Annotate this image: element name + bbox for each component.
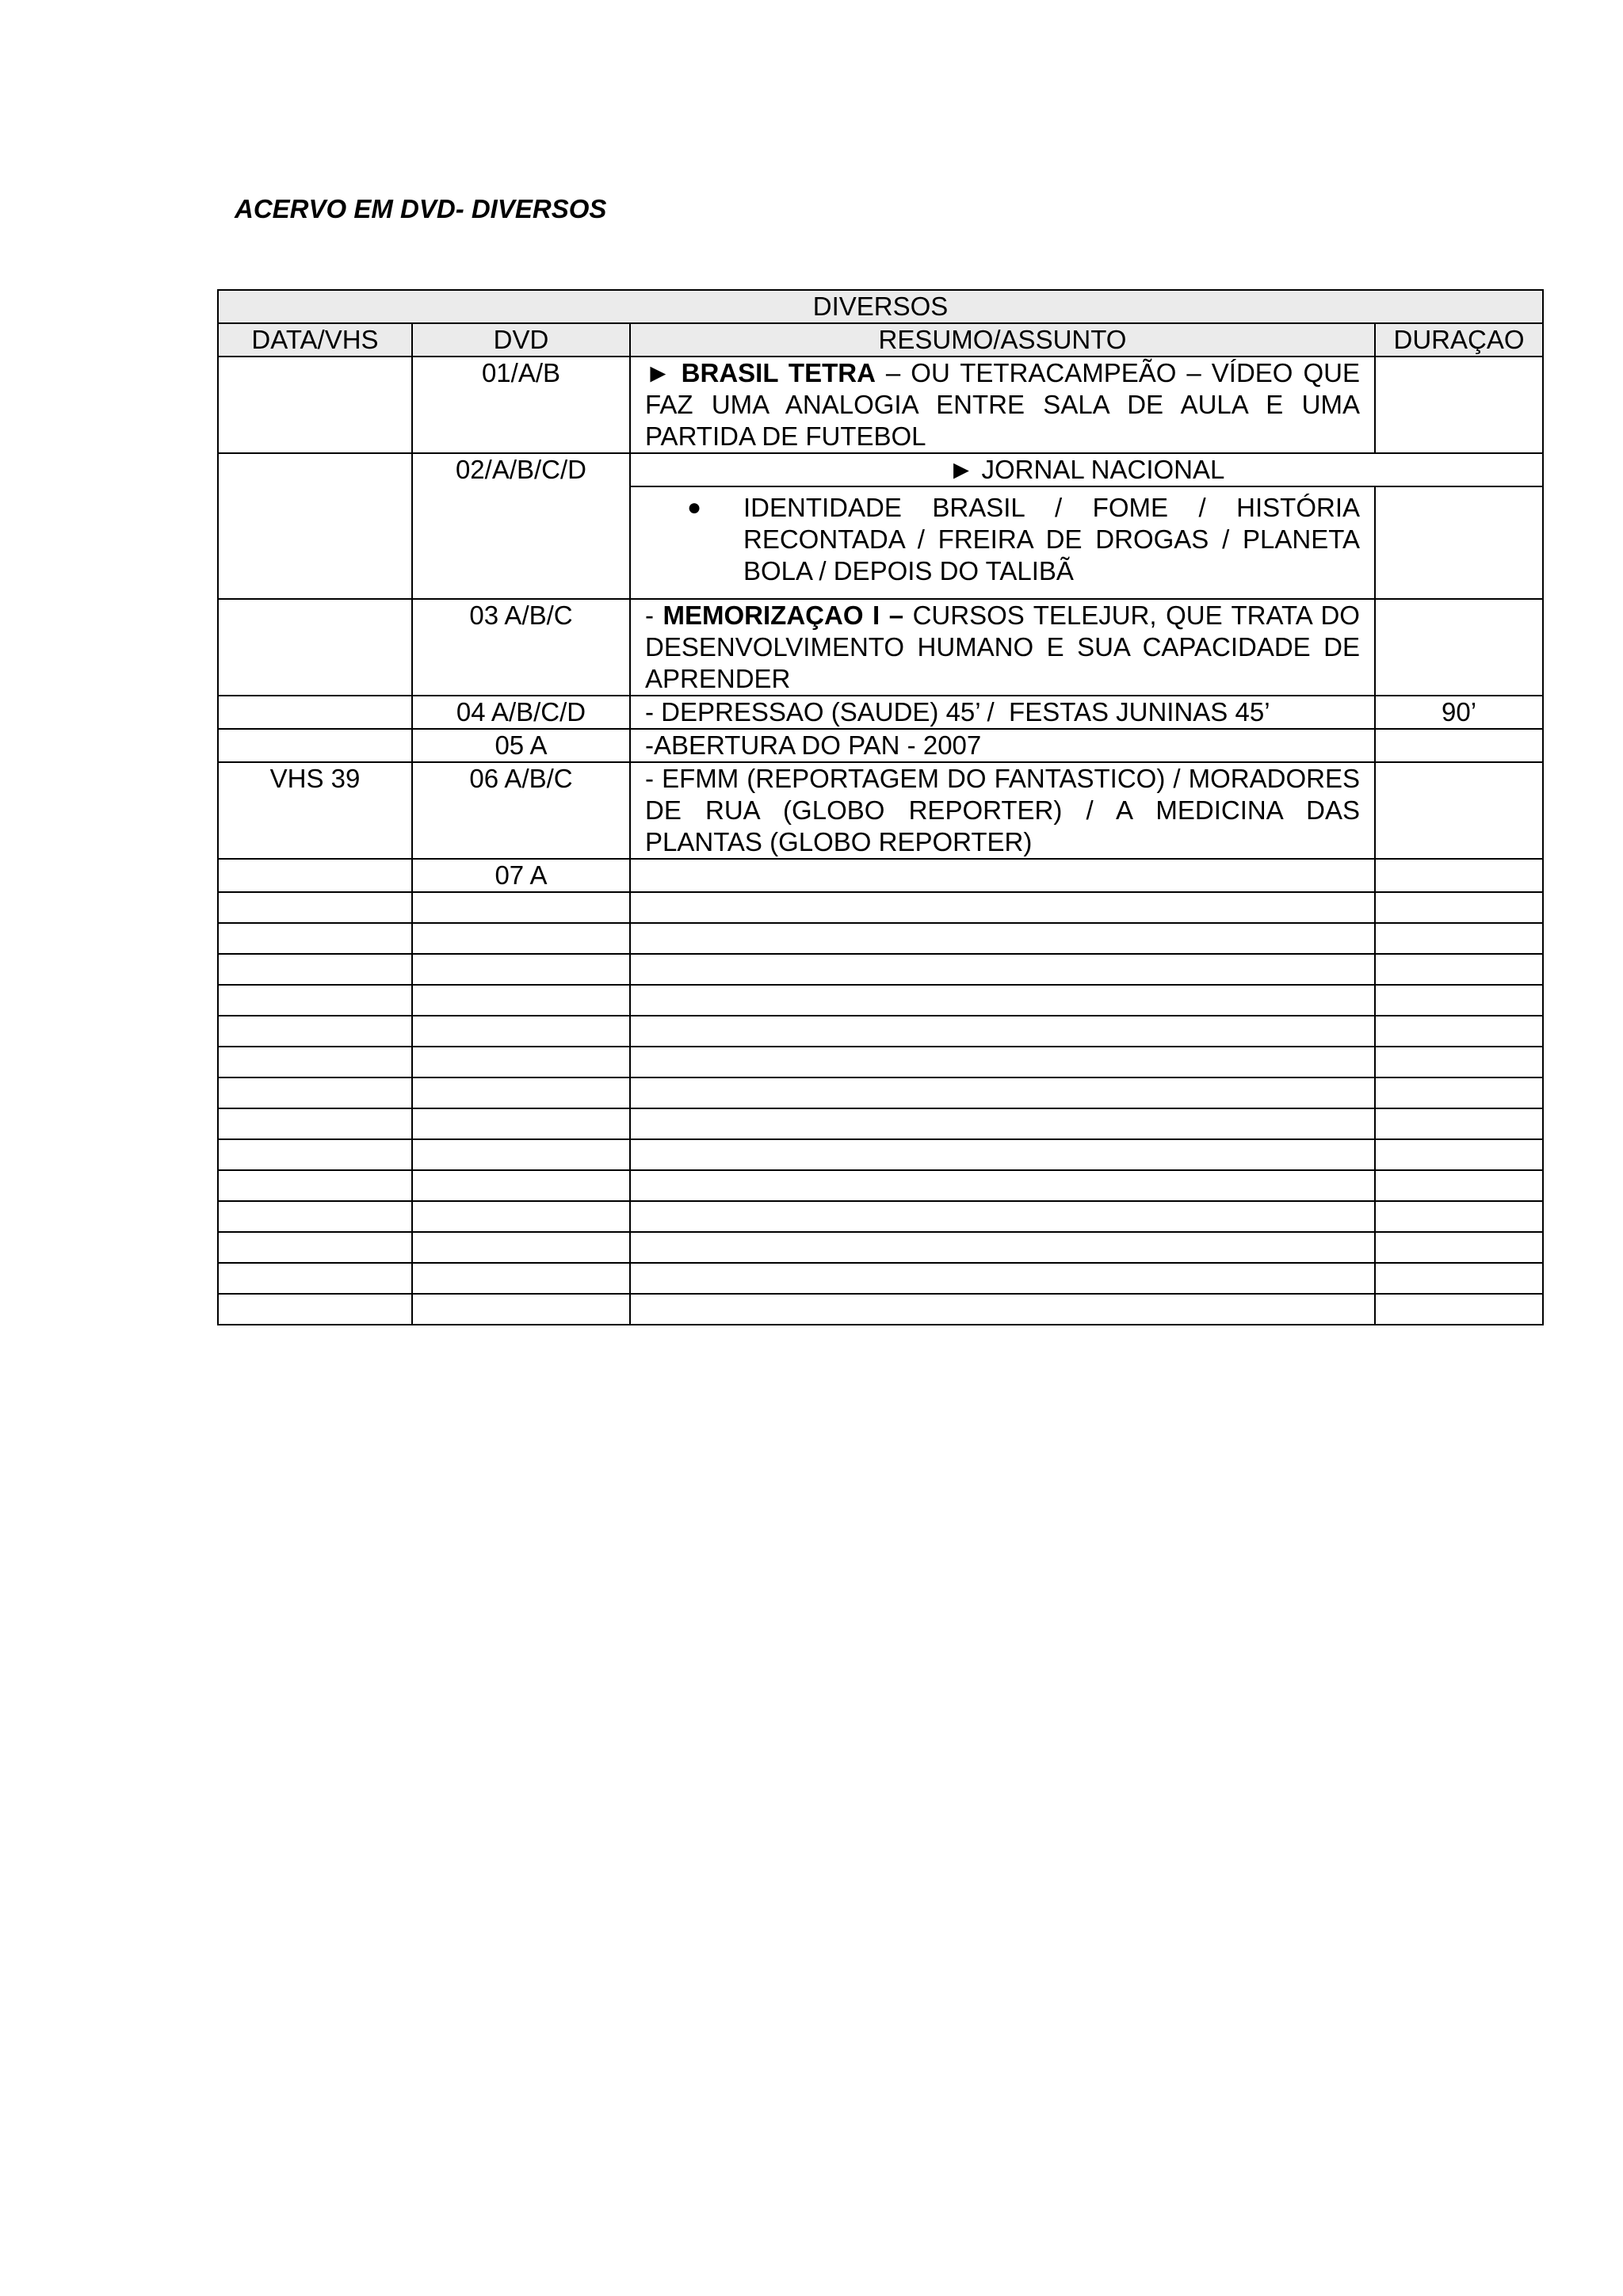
table-row — [218, 729, 1543, 762]
empty-cell — [1375, 1077, 1543, 1108]
table-row — [218, 453, 1543, 486]
empty-cell — [218, 1201, 412, 1232]
empty-cell — [630, 892, 1375, 923]
empty-cell — [412, 892, 630, 923]
empty-cell — [218, 1016, 412, 1047]
cell-resumo — [630, 357, 1375, 453]
empty-cell — [630, 1294, 1375, 1325]
empty-cell — [1375, 1201, 1543, 1232]
cell-resumo: - EFMM (REPORTAGEM DO FANTASTICO) / MORADORES DE RUA (GLOBO REPORTER) / A MEDICINA DAS PLANTAS (GLOBO REPORTER) — [630, 762, 1375, 859]
empty-cell — [412, 1263, 630, 1294]
empty-cell — [630, 1263, 1375, 1294]
cell-resumo — [630, 486, 1375, 599]
empty-cell — [412, 1108, 630, 1139]
empty-cell — [630, 1170, 1375, 1201]
dvd-catalog-table — [217, 289, 1544, 1325]
empty-table-row — [218, 1108, 1543, 1139]
empty-cell — [218, 892, 412, 923]
empty-cell — [630, 1108, 1375, 1139]
empty-cell — [218, 1263, 412, 1294]
cell-duracao — [1375, 599, 1543, 696]
table-row — [218, 599, 1543, 696]
empty-cell — [630, 1047, 1375, 1077]
empty-cell — [218, 923, 412, 954]
empty-cell — [412, 1232, 630, 1263]
cell-data-vhs — [218, 729, 412, 762]
empty-table-row — [218, 1201, 1543, 1232]
empty-cell — [1375, 1139, 1543, 1170]
empty-cell — [1375, 1263, 1543, 1294]
cell-data-vhs — [218, 599, 412, 696]
cell-duracao — [1375, 762, 1543, 859]
cell-dvd: 07 A — [412, 859, 630, 892]
empty-cell — [1375, 1108, 1543, 1139]
empty-cell — [412, 985, 630, 1016]
resumo-text: – OU TETRACAMPEÃO – VÍDEO QUE FAZ UMA ANALOGIA ENTRE SALA DE AULA E UMA PARTIDA DE FUTEBOL — [645, 358, 1360, 451]
empty-cell — [1375, 954, 1543, 985]
empty-cell — [218, 985, 412, 1016]
column-header-data-vhs: DATA/VHS — [218, 323, 412, 357]
cell-data-vhs — [218, 357, 412, 453]
empty-cell — [1375, 892, 1543, 923]
cell-dvd: 01/A/B — [412, 357, 630, 453]
table-header-row — [218, 323, 1543, 357]
empty-cell — [218, 1108, 412, 1139]
table-row — [218, 762, 1543, 859]
table-row — [218, 357, 1543, 453]
cell-dvd: 05 A — [412, 729, 630, 762]
empty-cell — [412, 1170, 630, 1201]
empty-table-row — [218, 1232, 1543, 1263]
empty-table-row — [218, 985, 1543, 1016]
resumo-text: CURSOS TELEJUR, QUE TRATA DO DESENVOLVIMENTO HUMANO E SUA CAPACIDADE DE APRENDER — [645, 601, 1360, 693]
table-row — [218, 696, 1543, 729]
cell-dvd: 02/A/B/C/D — [412, 453, 630, 599]
empty-cell — [1375, 1047, 1543, 1077]
cell-duracao — [1375, 859, 1543, 892]
cell-duracao: 90’ — [1375, 696, 1543, 729]
empty-cell — [630, 1077, 1375, 1108]
empty-table-row — [218, 1294, 1543, 1325]
empty-cell — [1375, 1232, 1543, 1263]
cell-data-vhs — [218, 859, 412, 892]
empty-cell — [218, 1232, 412, 1263]
empty-cell — [412, 1294, 630, 1325]
empty-cell — [630, 954, 1375, 985]
document-title: ACERVO EM DVD- DIVERSOS — [235, 194, 607, 223]
resumo-bold-title: MEMORIZAÇAO I – — [663, 601, 904, 630]
bullet-icon: ● — [686, 494, 702, 521]
cell-duracao — [1375, 486, 1543, 599]
cell-resumo: -ABERTURA DO PAN - 2007 — [630, 729, 1375, 762]
empty-table-row — [218, 923, 1543, 954]
cell-duracao — [1375, 729, 1543, 762]
empty-table-row — [218, 892, 1543, 923]
empty-cell — [1375, 1294, 1543, 1325]
empty-cell — [218, 954, 412, 985]
cell-data-vhs: VHS 39 — [218, 762, 412, 859]
cell-resumo — [630, 859, 1375, 892]
empty-cell — [412, 1016, 630, 1047]
column-header-resumo: RESUMO/ASSUNTO — [630, 323, 1375, 357]
empty-cell — [218, 1170, 412, 1201]
table-row — [218, 859, 1543, 892]
cell-duracao — [1375, 357, 1543, 453]
empty-cell — [218, 1047, 412, 1077]
empty-table-row — [218, 1016, 1543, 1047]
empty-table-row — [218, 1170, 1543, 1201]
empty-cell — [412, 1201, 630, 1232]
empty-cell — [630, 1016, 1375, 1047]
column-header-duracao: DURAÇAO — [1375, 323, 1543, 357]
empty-cell — [412, 1139, 630, 1170]
cell-resumo: - DEPRESSAO (SAUDE) 45’ / FESTAS JUNINAS 45’ — [630, 696, 1375, 729]
empty-cell — [218, 1294, 412, 1325]
table-section-title-row — [218, 290, 1543, 323]
empty-table-row — [218, 1139, 1543, 1170]
empty-cell — [412, 1047, 630, 1077]
empty-cell — [218, 1077, 412, 1108]
empty-cell — [1375, 1016, 1543, 1047]
bullet-text: IDENTIDADE BRASIL / FOME / HISTÓRIA RECONTADA / FREIRA DE DROGAS / PLANETA BOLA / DEPOIS DO TALIBÃ — [743, 493, 1360, 585]
empty-table-row — [218, 1077, 1543, 1108]
empty-cell — [1375, 1170, 1543, 1201]
empty-cell — [412, 1077, 630, 1108]
empty-cell — [1375, 923, 1543, 954]
section-title: DIVERSOS — [218, 290, 1543, 323]
empty-cell — [412, 923, 630, 954]
cell-data-vhs — [218, 696, 412, 729]
bullet-list-item — [645, 487, 1360, 598]
column-header-dvd: DVD — [412, 323, 630, 357]
empty-cell — [1375, 985, 1543, 1016]
cell-subheader-jornal-nacional: ► JORNAL NACIONAL — [630, 453, 1543, 486]
empty-cell — [630, 1139, 1375, 1170]
empty-table-row — [218, 1047, 1543, 1077]
cell-data-vhs — [218, 453, 412, 599]
empty-cell — [630, 923, 1375, 954]
empty-cell — [412, 954, 630, 985]
empty-cell — [630, 985, 1375, 1016]
empty-cell — [218, 1139, 412, 1170]
cell-dvd: 03 A/B/C — [412, 599, 630, 696]
cell-dvd: 04 A/B/C/D — [412, 696, 630, 729]
cell-resumo — [630, 599, 1375, 696]
empty-table-row — [218, 1263, 1543, 1294]
empty-cell — [630, 1201, 1375, 1232]
empty-table-row — [218, 954, 1543, 985]
resumo-bold-title: ► BRASIL TETRA — [645, 358, 876, 387]
resumo-prefix: - — [645, 601, 663, 630]
cell-dvd: 06 A/B/C — [412, 762, 630, 859]
empty-cell — [630, 1232, 1375, 1263]
